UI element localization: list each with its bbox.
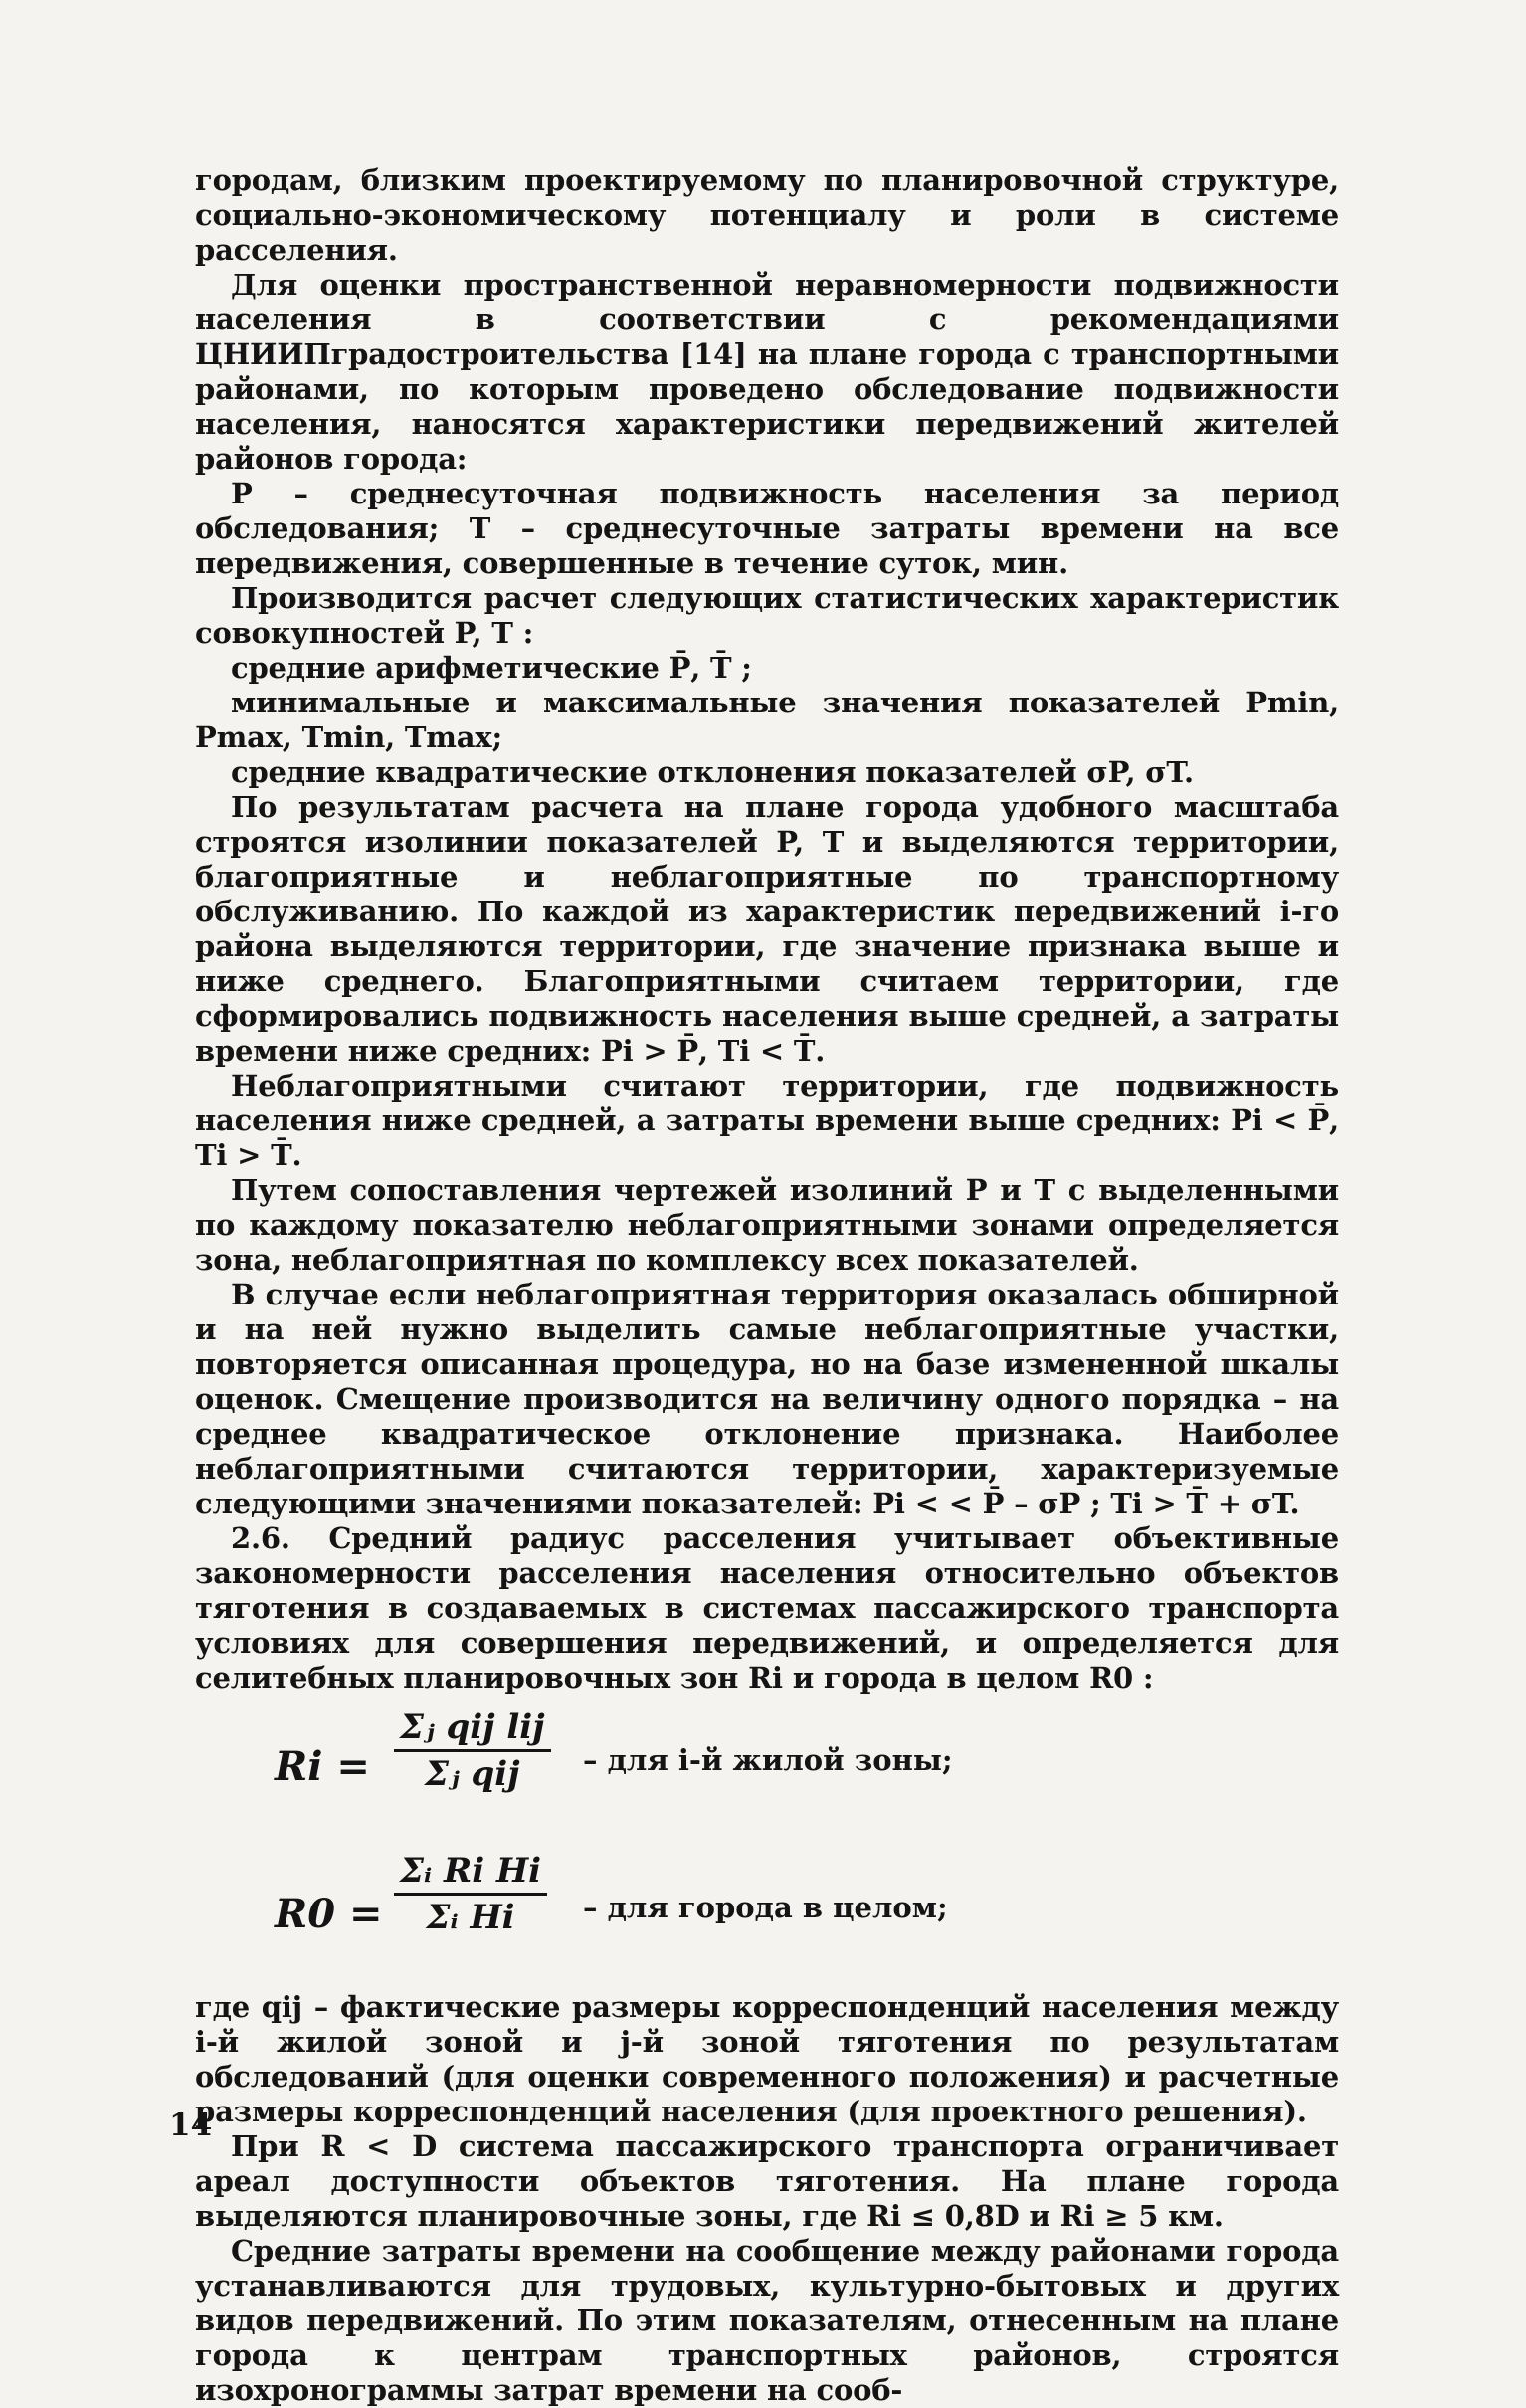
page-number: 14 — [169, 2107, 213, 2143]
formula-lhs: R0 = — [275, 1891, 383, 1937]
paragraph-15: Средние затраты времени на сообщение между районами города устанавливаются для трудовых, культурно-бытовых и других видов передвижений. По этим показателям, отнесенным на плане города к центрам транспортных районов, строятся изохронограммы затрат времени на сооб- — [195, 2234, 1339, 2407]
paragraph-10: Путем сопоставления чертежей изолиний P и T с выделенными по каждому показателю неблагоприятными зонами определяется зона, неблагоприятная по комплексу всех показателей. — [195, 1173, 1339, 1277]
formula-denominator: Σᵢ Hi — [426, 1898, 515, 1937]
page-body — [195, 163, 1339, 2408]
formula-numerator: Σᵢ Ri Hi — [394, 1851, 547, 1896]
paragraph-4: Производится расчет следующих статистических характеристик совокупностей P, T : — [195, 581, 1339, 650]
paragraph-13: где qij – фактические размеры корреспонденций населения между i-й жилой зоной и j-й зоной тяготения по результатам обследований (для оценки современного положения) и расчетные размеры корреспонденций населения (для проектного решения). — [195, 1990, 1339, 2128]
formula-numerator: Σⱼ qij lij — [394, 1707, 551, 1752]
paragraph-9: Неблагоприятными считают территории, где подвижность населения ниже средней, а затраты времени выше средних: Pi < P̄, Ti > T̄. — [195, 1069, 1339, 1172]
paragraph-7: средние квадратические отклонения показателей σP, σT. — [231, 755, 1194, 789]
paragraph-12: 2.6. Средний радиус расселения учитывает объективные закономерности расселения населения относительно объектов тяготения в создаваемых в системах пассажирского транспорта условиях для совершения передвижений, и определяется для селитебных планировочных зон Ri и города в целом R0 : — [195, 1521, 1339, 1695]
paragraph-11: В случае если неблагоприятная территория оказалась обширной и на ней нужно выделить самые неблагоприятные участки, повторяется описанная процедура, но на базе измененной шкалы оценок. Смещение производится на величину одного порядка – на среднее квадратическое отклонение признака. Наиболее неблагоприятными считаются территории, характеризуемые следующими значениями показателей: Pi < < P̄ – σP ; Ti > T̄ + σT. — [195, 1278, 1339, 1520]
formula-denominator: Σⱼ qij — [424, 1754, 520, 1794]
formula-r0 — [195, 1841, 1339, 1990]
paragraph-3: P – среднесуточная подвижность населения за период обследования; T – среднесуточные затраты времени на все передвижения, совершенные в течение суток, мин. — [195, 477, 1339, 580]
paragraph-14: При R < D система пассажирского транспорта ограничивает ареал доступности объектов тяготения. На плане города выделяются планировочные зоны, где Ri ≤ 0,8D и Ri ≥ 5 км. — [195, 2129, 1339, 2233]
paragraph-6: минимальные и максимальные значения показателей Pmin, Pmax, Tmin, Tmax; — [195, 686, 1339, 754]
paragraph-8: По результатам расчета на плане города удобного масштаба строятся изолинии показателей P, T и выделяются территории, благоприятные и неблагоприятные по транспортному обслуживанию. По каждой из характеристик передвижений i-го района выделяются территории, где значение признака выше и ниже среднего. Благоприятными считаем территории, где сформировались подвижность населения выше средней, а затраты времени ниже средних: Pi > P̄, Ti < T̄. — [195, 790, 1339, 1068]
paragraph-5: средние арифметические P̄, T̄ ; — [231, 651, 752, 685]
formula-lhs: Ri = — [275, 1743, 370, 1790]
formula-note: – для города в целом; — [583, 1891, 948, 1924]
paragraph-1: городам, близким проектируемому по планировочной структуре, социально-экономическому потенциалу и роли в системе расселения. — [195, 163, 1339, 267]
formula-fraction — [394, 1851, 547, 1937]
formula-note: – для i-й жилой зоны; — [583, 1743, 953, 1777]
formula-fraction — [394, 1707, 551, 1794]
formula-ri — [195, 1704, 1339, 1833]
paragraph-2: Для оценки пространственной неравномерности подвижности населения в соответствии с рекомендациями ЦНИИПградостроительства [14] на плане города с транспортными районами, по которым проведено обследование подвижности населения, наносятся характеристики передвижений жителей районов города: — [195, 268, 1339, 476]
